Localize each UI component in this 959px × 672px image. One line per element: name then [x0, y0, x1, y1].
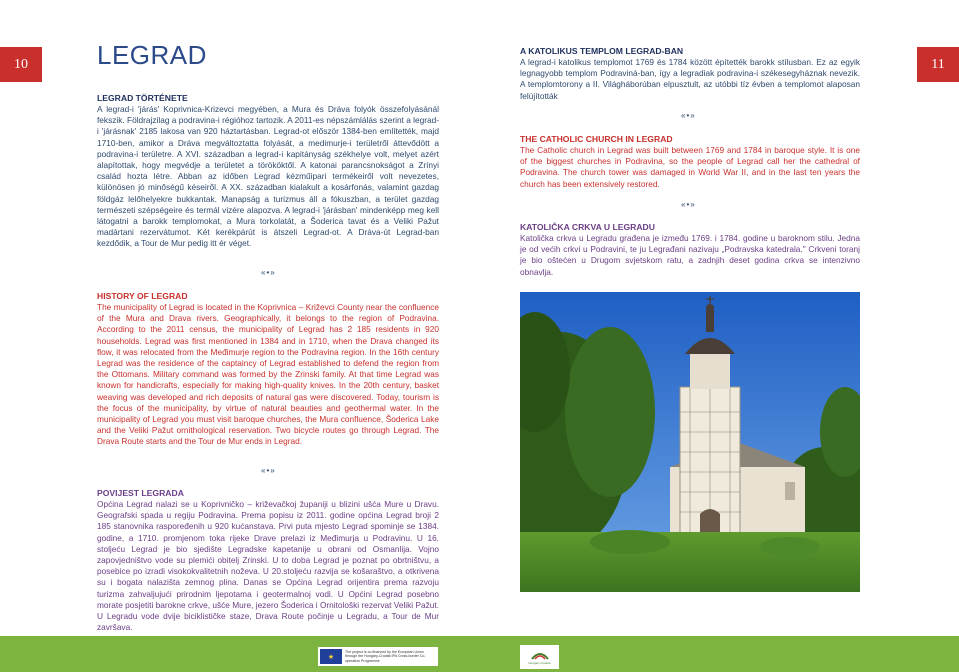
separator: «•» [681, 111, 696, 120]
section-hr-church [520, 222, 860, 278]
programme-logo-text: Hungary-Croatia [528, 661, 551, 665]
section-text: A legrad-i katolikus templomot 1769 és 1784 között építették barokk stílusban. Ez az egyik legnagyobb templom Podraviná-ban, így a legradiak podravina-i székesegyháznak nevezik. A templomtorony a II. Világháborúban elpusztult, az utóbbi tíz évben a templomot alaposan felújították [520, 57, 860, 101]
section-heading: A KATOLIKUS TEMPLOM LEGRAD-BAN [520, 46, 684, 56]
section-en-church [520, 134, 860, 190]
section-heading: THE CATHOLIC CHURCH IN LEGRAD [520, 134, 673, 144]
footer-bar [0, 636, 959, 672]
church-photo [520, 292, 860, 592]
eu-flag-icon: ★ [320, 649, 342, 664]
programme-logo [520, 645, 559, 669]
page-title: LEGRAD [97, 40, 207, 70]
section-hu-church [520, 46, 860, 102]
page-number-right: 11 [917, 47, 959, 82]
section-text: Katolička crkva u Legradu građena je između 1769. i 1784. godine u baroknom stilu. Jedna je od većih crkvi u Podravini, te ju Legrađani nazivaju „Podravska katedrala." Crkveni toranj je bio oštećen u Drugom svjetskom ratu, a zadnjih deset godina crkva se intenzivno obnavlja. [520, 233, 860, 277]
section-hu-history [97, 93, 439, 250]
programme-logo-icon [530, 649, 550, 661]
section-heading: KATOLIČKA CRKVA U LEGRADU [520, 222, 655, 232]
section-text: The Catholic church in Legrad was built between 1769 and 1784 in baroque style. It is one of the biggest churches in Podravina, so the people of Legrad call her the cathedral of Podravina. The church tower was damaged in World War II, and in the last ten years the church has been extensively restored. [520, 145, 860, 189]
page-number-left: 10 [0, 47, 42, 82]
separator: «•» [261, 268, 276, 277]
section-en-history [97, 291, 439, 448]
eu-cofinancing-logo [318, 647, 438, 666]
section-text: Općina Legrad nalazi se u Koprivničko – križevačkoj županiji u blizini ušća Mure u Dravu. Geografski spada u regiju Podravina. Prema popisu iz 2011. godine općina Legrad broji 2 185 stanovnika raspoređenih u 920 kućanstava. Prvi puta mjesto Legrad spominje se 1384. godine, a 1710. promjenom toka rijeke Drave prelazi iz Međimurja u Podravinu. U 16. stoljeću Legrad je bio sjedište Legradske kapetanije u obrani od Osmanlija. Vojno zapovjedništvo vode su plemići obitelj Zrinski. U to doba Legrad je poznat po obrtništvu, a posebice po izradi visokokvalitetnih noževa. U 20.stoljeću razvija se košaraštvo, a otkrivena su i bogata nalazišta zemnog plina. Danas se Općina Legrad orijentira prema razvoju turizma zahvaljujući prirodnim ljepotama i geotermalnoj vodi. U Općini Legrad posebno morate posjetiti barokne crkve, ušće Mure, jezero Šoderica i Ornitološki rezervat Veliki Pažut. U Legradu vode dvije biciklističke staze, Drava Route počinje u Legradu, a Tour de Mur završava. [97, 499, 439, 633]
eu-cofinancing-text: The project is co-financed by the European Union through the Hungary-Croatia IPA Cross-border Co-operation Programme [345, 649, 426, 663]
section-heading: LEGRAD TÖRTÉNETE [97, 93, 188, 103]
section-text: The municipality of Legrad is located in the Koprivnica – Križevci County near the confluence of the Mura and Drava rivers. Geographically, it belongs to the region of Podravina. According to the 2011 census, the municipality of Legrad has 2 185 residents in 920 households. Legrad was first mentioned in 1384 and in 1710, when the Drava changed its flow, it was relocated from the Međimurje region to the Podravina region. In the 16th century Legrad was the residence of the captaincy of Legrad established to defend the region from the Ottomans. Military command was formed by the Zrinski family. At that time Legrad was known for handicrafts, especially for making high-quality knives. In the 20th century, basket weaving was developed and rich deposits of natural gas were discovered. Today, tourism is the focus of the municipality, by virtue of natural beauties and geothermal water. In the municipality of Legrad you must visit baroque churches, the Mura confluence, Šoderica Lake and the Veliki Pažut ornithological reservation. Two bicycle routes go through Legrad. The Drava Route starts and the Tour de Mur ends in Legrad. [97, 302, 439, 447]
separator: «•» [681, 200, 696, 209]
separator: «•» [261, 466, 276, 475]
section-text: A legrad-i 'járás' Koprivnica-Krizevci megyében, a Mura és Dráva folyók összefolyásánál fekszik. Földrajzilag a podravina-i régióhoz tartozik. A 2011-es népszámlálás szerint a legrad-i 'járásnak' 2185 lakosa van 920 háztartásban. Legrad-ot először 1384-ben említették, majd 1710-ben, amikor a Dráva megváltoztatta folyását, a medimurje-i területről áttevődött a podravina-i területre. A XVI. században a legrad-i kapitányság székhelye volt, melyet azért alapítottak, hogy megvédje a területet a törököktől. A katonai parancsnokságot a Zrínyi család hozta létre. Abban az időben Legrad kézműipari termékeiről volt nevezetes, különösen jó minőségű késeiről. A XX. században kialakult a kosárfonás, valamint gazdag földgáz lelőhelyekre bukkantak. Manapság a turizmus áll a fókuszban, a terület gazdag természeti szépségeire és termál vizére alapozva. A legrad-i 'járásban' mindenképp meg kell látogatni a barokk templomokat, a Mura torkolatát, a Šoderica tavat és a Veliki Pažut madártani rezervátumot. Két kerékpárút is átszeli Legrad-ot. A Dráva-út Legrad-ban kezdődik, a Tour de Mur pedig itt ér véget. [97, 104, 439, 249]
section-hr-history [97, 488, 439, 633]
section-heading: HISTORY OF LEGRAD [97, 291, 188, 301]
section-heading: POVIJEST LEGRADA [97, 488, 184, 498]
